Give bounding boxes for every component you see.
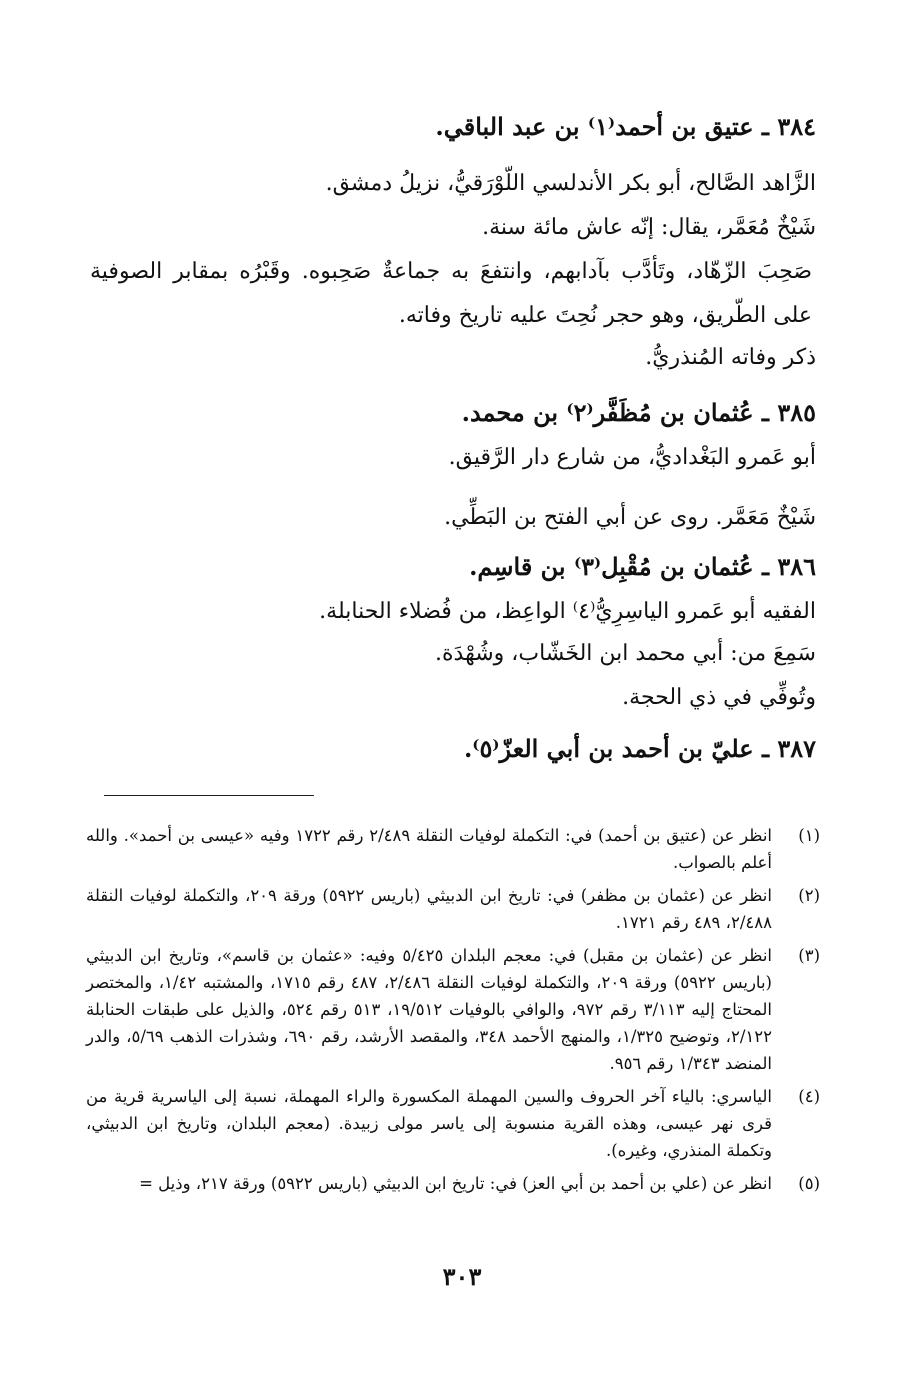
footnote-text: انظر عن (علي بن أحمد بن أبي العز) في: تاريخ ابن الدبيثي (باريس ٥٩٢٢) ورقة ٢١٧، وذيل = bbox=[139, 1174, 772, 1193]
page-number: ٣٠٣ bbox=[442, 1262, 482, 1291]
footnote bbox=[86, 822, 820, 876]
entry-paragraph: صَحِبَ الزّهّاد، وتَأدَّب بآدابهم، وانتفعَ به جماعةٌ صَحِبوه. وقَبْرُه بمقابر الصوفية على الطّريق، وهو حجر نُحِتَ عليه تاريخ وفاته. bbox=[90, 259, 812, 328]
entry-heading: ٣٨٥ ـ عُثمان بن مُظَفَّر⁽٢⁾ بن محمد. bbox=[461, 398, 816, 427]
entry-heading: ٣٨٤ ـ عتيق بن أحمد⁽١⁾ بن عبد الباقي. bbox=[435, 112, 816, 141]
footnotes bbox=[86, 822, 820, 1203]
entry-line: شَيْخٌ مَعَمَّر. روى عن أبي الفتح بن البَطِّي. bbox=[444, 505, 816, 530]
footnote-number: (٣) bbox=[798, 946, 820, 965]
footnote-text: انظر عن (عثمان بن مظفر) في: تاريخ ابن الدبيثي (باريس ٥٩٢٢) ورقة ٢٠٩، والتكملة لوفيات النقلة ٢/٤٨٨، ٤٨٩ رقم ١٧٢١. bbox=[86, 886, 772, 932]
footnote bbox=[86, 1170, 820, 1197]
entry-line: الفقيه أبو عَمرو الياسِرِيُّ⁽٤⁾ الواعِظ، من فُضلاء الحنابلة. bbox=[319, 599, 816, 624]
footnote bbox=[86, 942, 820, 1077]
footnote-number: (٢) bbox=[798, 886, 820, 905]
footnote bbox=[86, 1083, 820, 1164]
footnote-number: (٤) bbox=[798, 1087, 820, 1106]
footnote-number: (٥) bbox=[798, 1174, 820, 1193]
footnote-text: الياسري: بالياء آخر الحروف والسين المهملة المكسورة والراء المهملة، نسبة إلى الياسرية قرية من قرى نهر عيسى، وهذه القرية منسوبة إلى ياسر مولى زبيدة. (معجم البلدان، وتاريخ ابن الدبيثي، وتكملة المنذري، وغيره). bbox=[86, 1087, 772, 1160]
entry-line: سَمِعَ من: أبي محمد ابن الخَشّاب، وشُهْدَة. bbox=[435, 641, 816, 666]
footnote-text: انظر عن (عثمان بن مقبل) في: معجم البلدان ٥/٤٢٥ وفيه: «عثمان بن قاسم»، وتاريخ ابن الدبيثي (باريس ٥٩٢٢) ورقة ٢٠٩، والتكملة لوفيات النقلة ٢/٤٨٦، ٤٨٧ رقم ١٧١٥، والمشتبه ١/٤٢، والمختصر المحتاج إليه ٣/١١٣ رقم ٩٧٢، والوافي بالوفيات ١٩/٥١٢، ٥١٣ رقم ٥٢٤، والذيل على طبقات الحنابلة ٢/١٢٢، وتوضيح ١/٣٢٥، والمنهج الأحمد ٣٤٨، والمقصد الأرشد، رقم ٦٩٠، وشذرات الذهب ٥/٦٩، والدر المنضد ١/٣٤٣ رقم ٩٥٦. bbox=[86, 946, 773, 1073]
entry-line: ذكر وفاته المُنذريُّ. bbox=[645, 345, 816, 370]
footnote-separator bbox=[104, 795, 314, 796]
footnote-number: (١) bbox=[798, 826, 820, 845]
entry-line: شَيْخٌ مُعَمَّر، يقال: إنّه عاش مائة سنة. bbox=[482, 215, 816, 240]
entry-heading: ٣٨٧ ـ عليّ بن أحمد بن أبي العزّ⁽٥⁾. bbox=[463, 734, 816, 763]
entry-line: الزَّاهد الصَّالح، أبو بكر الأندلسي اللّوْرَقيُّ، نزيلُ دمشق. bbox=[325, 171, 816, 196]
entry-heading: ٣٨٦ ـ عُثمان بن مُقْبِل⁽٣⁾ بن قاسِم. bbox=[469, 552, 816, 581]
entry-line: وتُوفِّي في ذي الحجة. bbox=[622, 685, 816, 710]
footnote bbox=[86, 882, 820, 936]
footnote-text: انظر عن (عتيق بن أحمد) في: التكملة لوفيات النقلة ٢/٤٨٩ رقم ١٧٢٢ وفيه «عيسى بن أحمد». والله أعلم بالصواب. bbox=[86, 826, 772, 872]
entry-line: أبو عَمرو البَغْداديُّ، من شارع دار الرَّقيق. bbox=[448, 445, 816, 470]
